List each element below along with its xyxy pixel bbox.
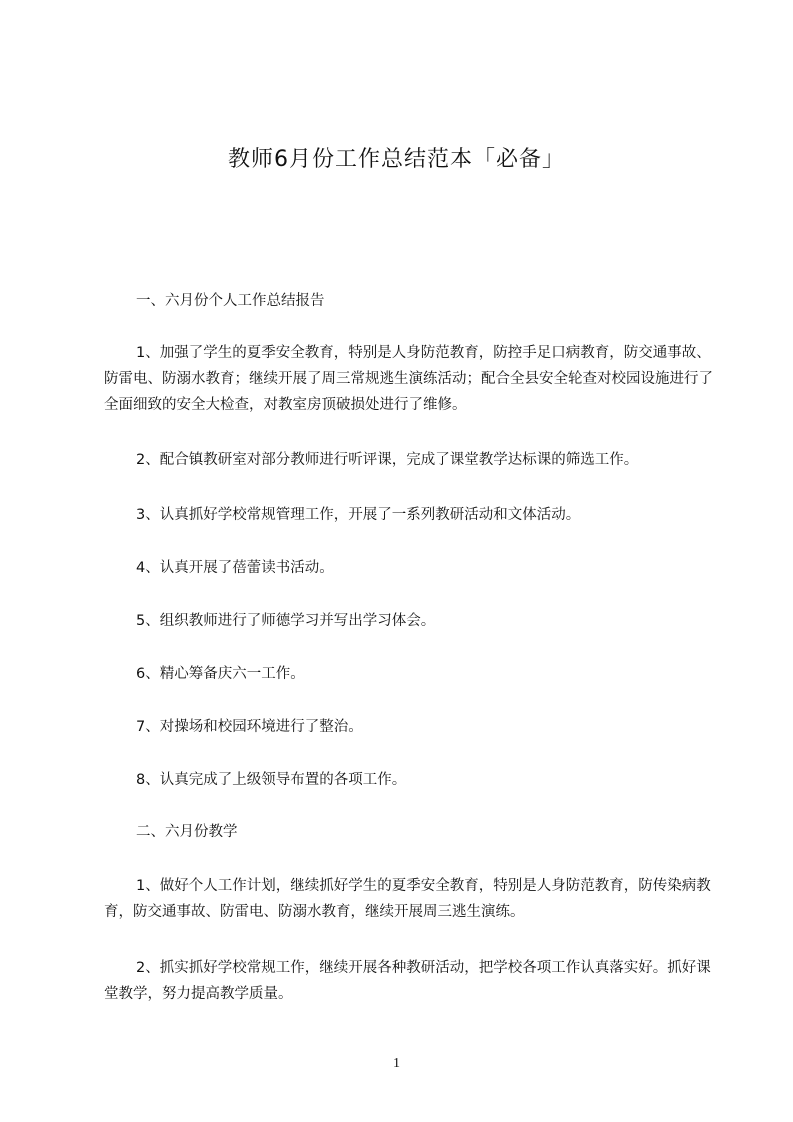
paragraph-item-5: 5、组织教师进行了师德学习并写出学习体会。 <box>136 613 436 629</box>
paragraph-teaching-2: 2、抓实抓好学校常规工作，继续开展各种教研活动，把学校各项工作认真落实好。抓好课堂教学，努力提高教学质量。 <box>104 960 711 1002</box>
paragraph-item-4: 4、认真开展了蓓蕾读书活动。 <box>136 560 334 576</box>
section-heading-1: 一、六月份个人工作总结报告 <box>136 293 325 309</box>
paragraph-item-3: 3、认真抓好学校常规管理工作，开展了一系列教研活动和文体活动。 <box>136 507 581 523</box>
paragraph-item-6: 6、精心筹备庆六一工作。 <box>136 666 305 682</box>
section-heading-2: 二、六月份教学 <box>136 824 238 840</box>
page-number: 1 <box>393 1056 400 1071</box>
paragraph-item-8: 8、认真完成了上级领导布置的各项工作。 <box>136 772 407 788</box>
paragraph-teaching-1: 1、做好个人工作计划，继续抓好学生的夏季安全教育，特别是人身防范教育，防传染病教育，防交通事故、防雷电、防溺水教育，继续开展周三逃生演练。 <box>104 878 711 920</box>
document-title: 教师6月份工作总结范本「必备」 <box>228 147 565 172</box>
paragraph-item-2: 2、配合镇教研室对部分教师进行听评课，完成了课堂教学达标课的筛选工作。 <box>136 452 639 468</box>
paragraph-item-7: 7、对操场和校园环境进行了整治。 <box>136 719 363 735</box>
paragraph-item-1: 1、加强了学生的夏季安全教育，特别是人身防范教育，防控手足口病教育，防交通事故、防雷电、防溺水教育；继续开展了周三常规逃生演练活动；配合全县安全轮查对校园设施进行了全面细致的安全大检查，对教室房顶破损处进行了维修。 <box>104 345 713 413</box>
